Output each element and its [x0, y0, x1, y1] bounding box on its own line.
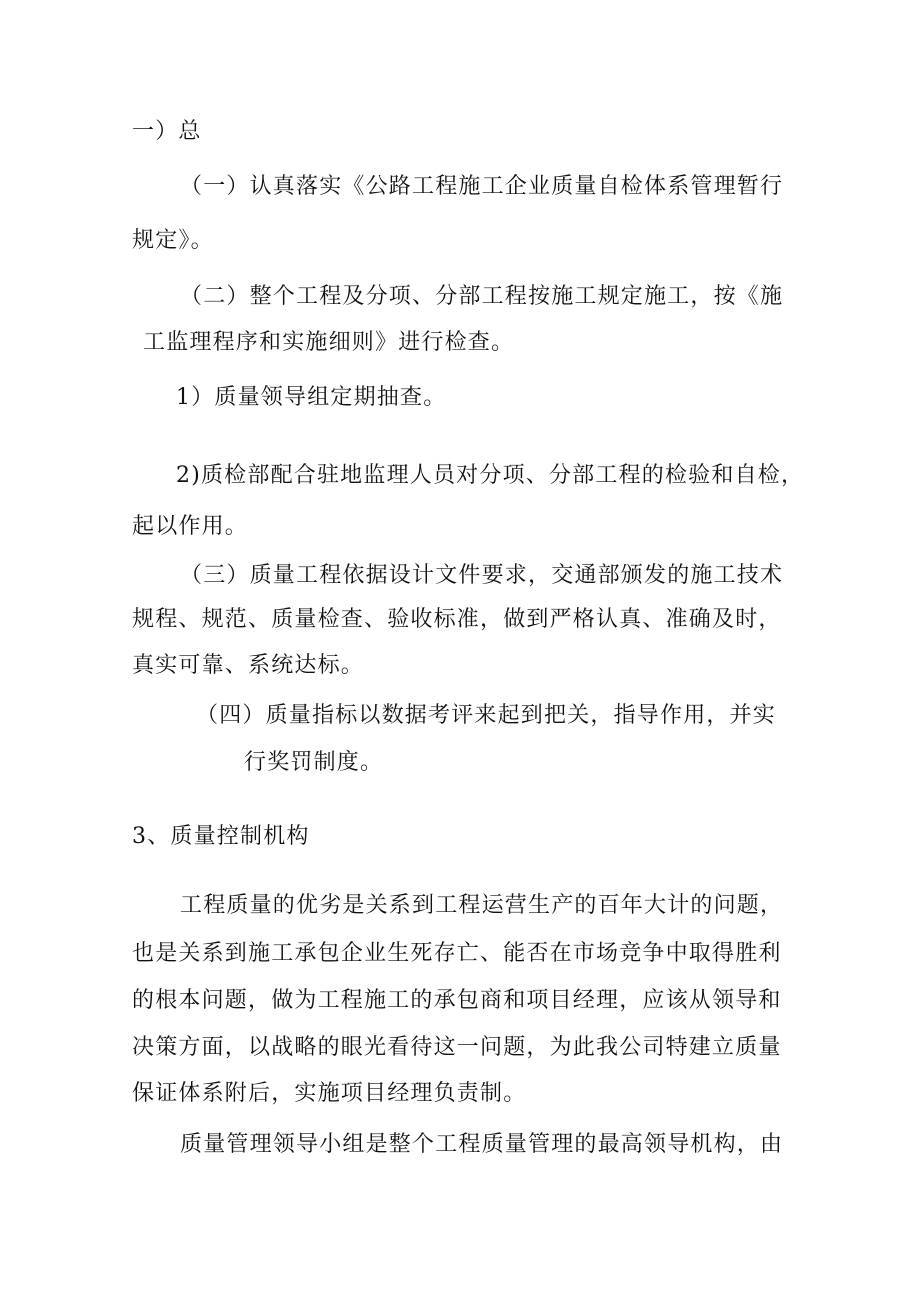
section-heading: 3、质量控制机构 [132, 824, 310, 849]
paragraph-line: 保证体系附后，实施项目经理负责制。 [132, 1081, 527, 1106]
paragraph-line: 质量管理领导小组是整个工程质量管理的最高领导机构，由 [180, 1132, 784, 1157]
section-heading: 一）总 [132, 119, 202, 144]
paragraph-line: 决策方面，以战略的眼光看待这一问题，为此我公司特建立质量 [132, 1035, 782, 1060]
paragraph-line: 的根本问题，做为工程施工的承包商和项目经理，应该从领导和 [132, 988, 782, 1013]
paragraph-line: 也是关系到施工承包企业生死存亡、能否在市场竞争中取得胜利 [132, 941, 782, 966]
paragraph-line: 行奖罚制度。 [244, 750, 384, 775]
paragraph-line: （二）整个工程及分项、分部工程按施工规定施工，按《施 [180, 284, 784, 309]
paragraph-line: （一）认真落实《公路工程施工企业质量自检体系管理暂行 [180, 174, 784, 199]
list-item: 1）质量领导组定期抽查。 [176, 385, 447, 410]
paragraph-line: 真实可靠、系统达标。 [132, 653, 365, 678]
paragraph-line: 起以作用。 [132, 514, 249, 539]
list-item: 2)质检部配合驻地监理人员对分项、分部工程的检验和自检， [176, 463, 805, 488]
paragraph-line: 工监理程序和实施细则》进行检查。 [143, 330, 515, 355]
paragraph-line: 工程质量的优劣是关系到工程运营生产的百年大计的问题， [180, 893, 784, 918]
paragraph-line: （三）质量工程依据设计文件要求，交通部颁发的施工技术 [180, 563, 784, 588]
paragraph-line: （四）质量指标以数据考评来起到把关，指导作用，并实 [196, 703, 777, 728]
paragraph-line: 规定》。 [132, 228, 214, 253]
paragraph-line: 规程、规范、质量检查、验收标准，做到严格认真、准确及时， [132, 607, 782, 632]
